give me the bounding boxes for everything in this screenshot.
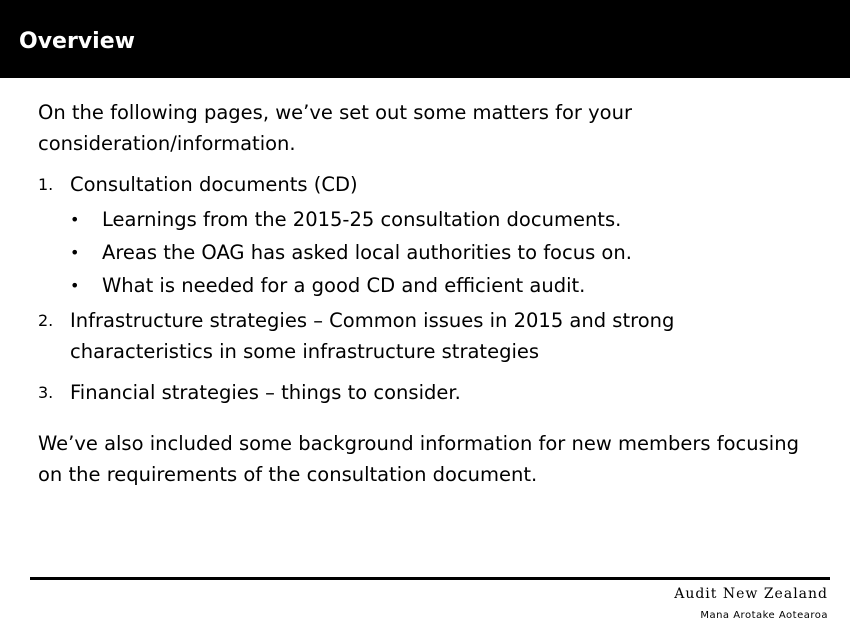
bullet-item — [38, 204, 818, 235]
bullet-icon: • — [70, 243, 80, 262]
logo-name: Audit New Zealand — [674, 586, 828, 602]
bullet-text: Learnings from the 2015-25 consultation documents. — [102, 208, 622, 231]
list-item-2 — [38, 305, 818, 367]
bullet-text: Areas the OAG has asked local authorities to focus on. — [102, 241, 632, 264]
intro-paragraph: On the following pages, we’ve set out some matters for your consideration/information. — [38, 101, 632, 155]
bullet-list — [38, 204, 818, 301]
logo-tagline: Mana Arotake Aotearoa — [700, 610, 828, 621]
closing-paragraph: We’ve also included some background information for new members focusing on the requirements of the consultation document. — [38, 432, 799, 486]
list-item-text: Consultation documents (CD) — [70, 173, 358, 196]
footer-divider — [30, 577, 830, 580]
bullet-icon: • — [70, 210, 80, 229]
spacer — [38, 408, 818, 428]
list-number: 1. — [38, 175, 54, 194]
header-bar — [0, 0, 850, 78]
list-item-text: Infrastructure strategies – Common issues in 2015 and strong characteristics in some infrastructure strategies — [70, 309, 675, 363]
list-number: 2. — [38, 311, 54, 330]
bullet-item — [38, 237, 818, 268]
list-item-3 — [38, 377, 818, 408]
bullet-text: What is needed for a good CD and efficient audit. — [102, 274, 586, 297]
list-number: 3. — [38, 383, 54, 402]
audit-new-zealand-logo — [674, 584, 828, 624]
bullet-icon: • — [70, 276, 80, 295]
list-item-1 — [38, 169, 818, 200]
slide-content — [38, 97, 818, 490]
bullet-item — [38, 270, 818, 301]
page-title: Overview — [19, 29, 135, 54]
list-item-text: Financial strategies – things to consider. — [70, 381, 461, 404]
